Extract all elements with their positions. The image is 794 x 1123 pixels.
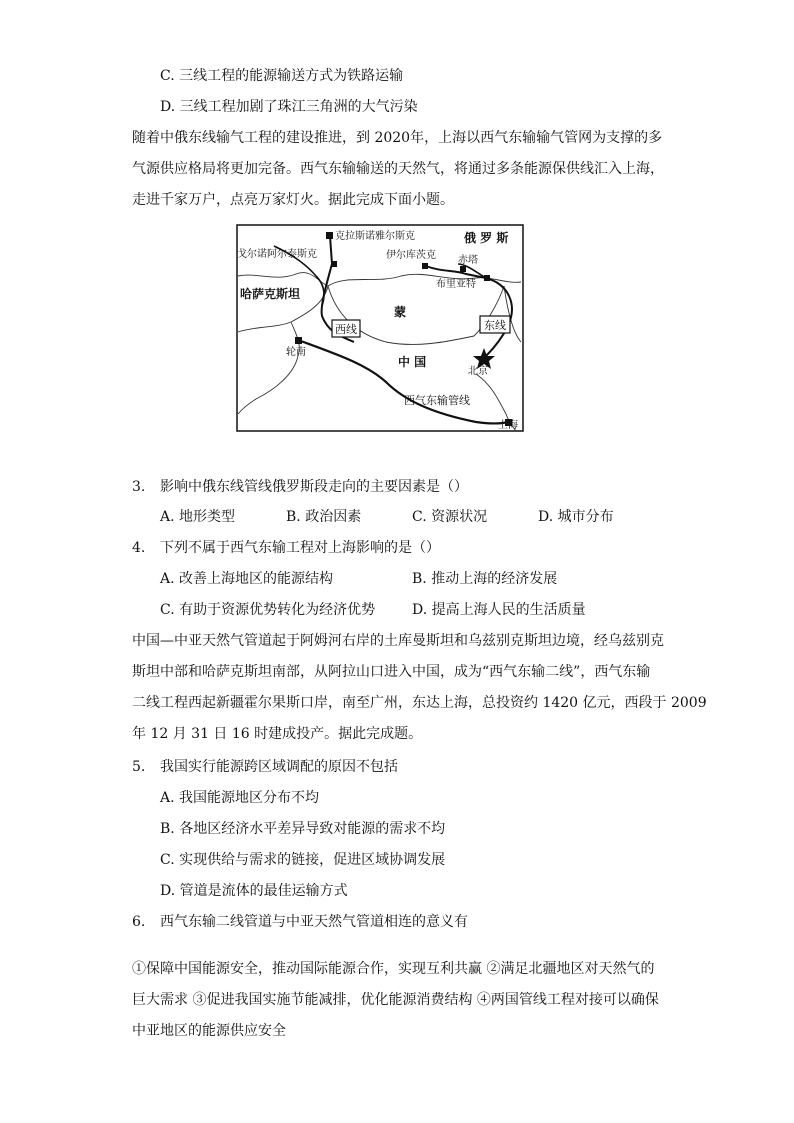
label-pipeline: 西气东输管线 [404,394,470,407]
q5-option-b[interactable]: B. 各地区经济水平差异导致对能源的需求不均 [160,821,446,837]
q4-number: 4. [132,540,146,556]
label-xixian: 西线 [335,323,357,336]
kelasi-marker [326,232,333,239]
q3-option-c[interactable]: C. 资源状况 [412,509,488,525]
passage1-line-1: 随着中俄东线输气工程的建设推进，到 2020年，上海以西气东输输气管网为支撑的多 [132,130,663,146]
label-russia: 俄 罗 斯 [464,231,509,245]
label-mongol: 蒙 [394,305,407,319]
q5-option-a[interactable]: A. 我国能源地区分布不均 [160,790,320,806]
passage2-line-2: 斯坦中部和哈萨克斯坦南部，从阿拉山口进入中国，成为“西气东输二线”，西气东输 [132,664,651,680]
q3-stem: 影响中俄东线管线俄罗斯段走向的主要因素是（） [160,479,468,495]
pipeline-map [236,224,524,432]
passage2-line-3: 二线工程西起新疆霍尔果斯口岸，南至广州，东达上海，总投资约 1420 亿元，西段于 2009 [132,695,707,711]
q3-number: 3. [132,479,146,495]
q6-line-2: 巨大需求 ③促进我国实施节能减排，优化能源消费结构 ④两国管线工程对接可以确保 [132,992,659,1008]
q3-option-d[interactable]: D. 城市分布 [538,509,614,525]
prev-option-d: D. 三线工程加剧了珠江三角洲的大气污染 [160,99,418,115]
label-chita: 赤塔 [458,255,478,266]
label-dongxian: 东线 [484,319,506,332]
q6-stem: 西气东输二线管道与中亚天然气管道相连的意义有 [160,914,468,930]
q6-line-1: ①保障中国能源安全，推动国际能源合作，实现互利共赢 ②满足北疆地区对天然气的 [132,961,655,977]
label-luntai: 轮南 [286,347,306,358]
label-kelasi: 克拉斯诺雅尔斯克 [335,231,415,242]
q5-number: 5. [132,759,146,775]
chita-marker [460,266,466,272]
label-shanghai: 上海 [498,420,518,431]
yierku-marker [422,263,428,269]
q4-option-d[interactable]: D. 提高上海人民的生活质量 [412,602,586,618]
label-china: 中 国 [398,355,427,369]
q5-option-c[interactable]: C. 实现供给与需求的链接，促进区域协调发展 [160,852,446,868]
label-aersai: 戈尔诺阿尔泰斯克 [237,249,317,260]
q3-option-a[interactable]: A. 地形类型 [160,509,236,525]
q4-option-c[interactable]: C. 有助于资源优势转化为经济优势 [160,602,376,618]
prev-option-c: C. 三线工程的能源输送方式为铁路运输 [160,68,404,84]
label-buliyate: 布里亚特 [436,279,476,290]
q3-option-b[interactable]: B. 政治因素 [286,509,362,525]
label-kazakh: 哈萨克斯坦 [240,287,301,301]
buliyate-marker [484,275,490,281]
q5-option-d[interactable]: D. 管道是流体的最佳运输方式 [160,883,348,899]
luntai-marker [295,337,302,344]
q6-line-3: 中亚地区的能源供应安全 [132,1023,286,1039]
passage2-line-4: 年 12 月 31 日 16 时建成投产。据此完成题。 [132,726,423,742]
passage1-line-2: 气源供应格局将更加完备。西气东输输送的天然气，将通过多条能源保供线汇入上海， [132,161,664,177]
q4-stem: 下列不属于西气东输工程对上海影响的是（） [160,540,440,556]
label-yierku: 伊尔库茨克 [386,250,436,261]
q5-stem: 我国实行能源跨区域调配的原因不包括 [160,759,398,775]
label-beijing: 北京 [468,366,488,377]
passage2-line-1: 中国—中亚天然气管道起于阿姆河右岸的土库曼斯坦和乌兹别克斯坦边境，经乌兹别克 [132,633,664,649]
aersai-marker [331,261,337,267]
q6-number: 6. [132,914,146,930]
q4-option-a[interactable]: A. 改善上海地区的能源结构 [160,571,334,587]
q4-option-b[interactable]: B. 推动上海的经济发展 [412,571,558,587]
passage1-line-3: 走进千家万户，点亮万家灯火。据此完成下面小题。 [132,192,454,208]
